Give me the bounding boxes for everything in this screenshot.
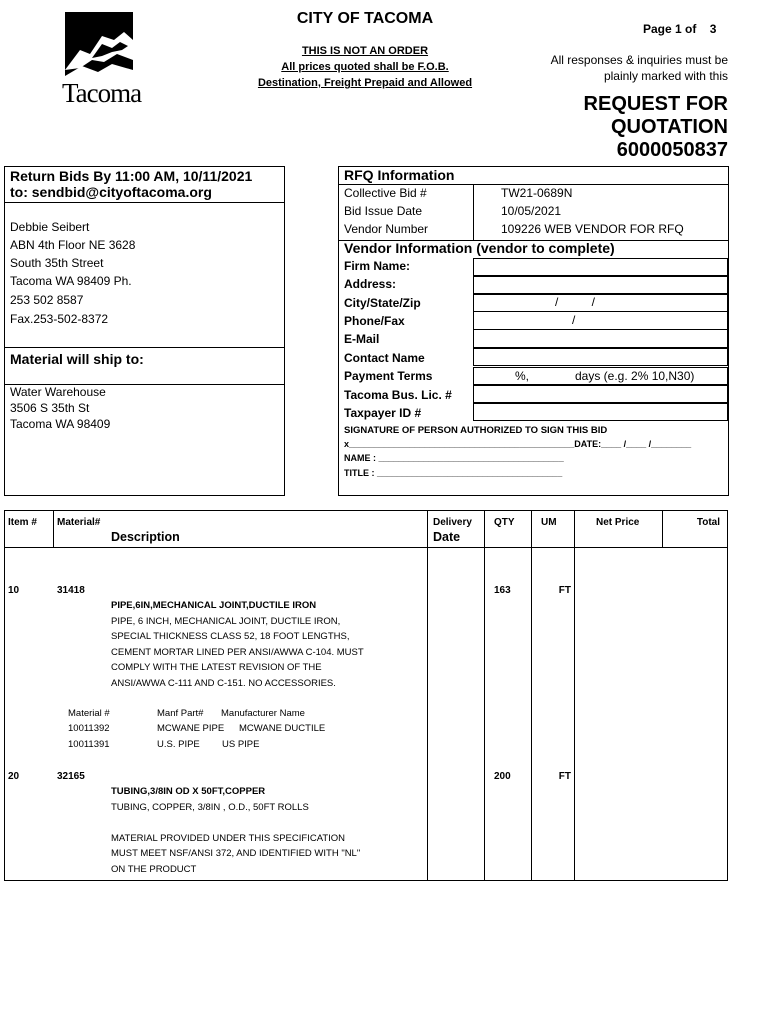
mfr-header-part: Manf Part# [157, 708, 204, 719]
contact-phone: 253 502 8587 [10, 293, 84, 307]
firm-name-label: Firm Name: [344, 259, 411, 273]
fob-line-1: All prices quoted shall be F.O.B. [281, 61, 449, 73]
col-item: Item # [8, 517, 37, 528]
payment-percent: %, [515, 369, 530, 383]
col-net-price: Net Price [596, 517, 640, 528]
payment-days-hint: days (e.g. 2% 10,N30) [575, 369, 695, 383]
contact-address-3: Tacoma WA 98409 Ph. [10, 274, 132, 288]
col-qty: QTY [494, 517, 515, 528]
phone-fax-label: Phone/Fax [344, 314, 405, 328]
collective-bid-label: Collective Bid # [344, 186, 427, 200]
phone-fax-separator: / [572, 313, 576, 327]
address-label: Address: [344, 277, 397, 291]
item-material: 31418 [57, 585, 85, 596]
email-field[interactable] [473, 330, 728, 348]
city-state-zip-separators: / / [555, 295, 596, 309]
ship-to-heading: Material will ship to: [10, 351, 144, 367]
item-qty: 163 [494, 585, 511, 596]
item-desc-line: SPECIAL THICKNESS CLASS 52, 18 FOOT LENGTHS, [111, 631, 350, 642]
responses-note-2: plainly marked with this [603, 69, 728, 83]
item-desc-line: PIPE, 6 INCH, MECHANICAL JOINT, DUCTILE IRON, [111, 616, 341, 627]
contact-address-2: South 35th Street [10, 256, 104, 270]
collective-bid-value: TW21-0689N [501, 186, 573, 200]
rfq-title-2: QUOTATION [610, 116, 728, 138]
contact-fax: Fax.253-502-8372 [10, 312, 109, 326]
item-desc-line: ANSI/AWWA C-111 AND C-151. NO ACCESSORIES. [111, 678, 336, 689]
bid-issue-date-value: 10/05/2021 [501, 204, 562, 218]
col-material: Material# [57, 517, 101, 528]
mfr-row-material: 10011392 [68, 723, 110, 734]
item-desc-line: MATERIAL PROVIDED UNDER THIS SPECIFICATION [111, 833, 346, 844]
item-number: 20 [8, 771, 20, 782]
vendor-number-value: 109226 WEB VENDOR FOR RFQ [501, 222, 684, 236]
item-desc-line: CEMENT MORTAR LINED PER ANSI/AWWA C-104. MUST [111, 647, 364, 658]
city-logo [62, 10, 142, 114]
item-title: TUBING,3/8IN OD X 50FT,COPPER [111, 786, 266, 797]
item-title: PIPE,6IN,MECHANICAL JOINT,DUCTILE IRON [111, 600, 317, 611]
item-desc-line: TUBING, COPPER, 3/8IN , O.D., 50FT ROLLS [111, 802, 309, 813]
item-desc-line: COMPLY WITH THE LATEST REVISION OF THE [111, 662, 322, 673]
return-bids-line-2: to: sendbid@cityoftacoma.org [10, 184, 212, 200]
col-delivery: Delivery [433, 517, 472, 528]
item-qty: 200 [494, 771, 511, 782]
page-indicator [643, 22, 716, 36]
taxpayer-id-label: Taxpayer ID # [344, 406, 422, 420]
item-number: 10 [8, 585, 20, 596]
mfr-row-part: MCWANE PIPE [157, 723, 225, 734]
page-total: 3 [709, 22, 717, 36]
city-title: CITY OF TACOMA [296, 10, 434, 27]
items-table [4, 510, 728, 881]
contact-name: Debbie Seibert [10, 220, 90, 234]
city-state-zip-label: City/State/Zip [344, 296, 421, 310]
col-total: Total [696, 517, 720, 528]
signature-heading: SIGNATURE OF PERSON AUTHORIZED TO SIGN THIS BID [344, 425, 608, 436]
ship-to-line-1: Water Warehouse [10, 385, 106, 399]
signature-line[interactable]: x_____________________________________________DATE:____ /____ /________ [344, 439, 692, 449]
fob-line-2: Destination, Freight Prepaid and Allowed [257, 77, 473, 89]
ship-to-line-2: 3506 S 35th St [10, 401, 90, 415]
item-material: 32165 [57, 771, 85, 782]
vendor-number-label: Vendor Number [344, 222, 429, 236]
return-bids-line-1: Return Bids By 11:00 AM, 10/11/2021 [10, 168, 253, 184]
mfr-row-name: MCWANE DUCTILE [239, 723, 326, 734]
item-desc-line: MUST MEET NSF/ANSI 372, AND IDENTIFIED WITH "NL" [111, 848, 361, 859]
business-license-label: Tacoma Bus. Lic. # [344, 388, 452, 402]
vendor-info-heading: Vendor Information (vendor to complete) [344, 240, 615, 256]
firm-name-field[interactable] [473, 258, 728, 276]
rfq-title-1: REQUEST FOR [583, 93, 728, 115]
return-bids-box [4, 166, 285, 496]
responses-note-1: All responses & inquiries must be [550, 53, 728, 67]
payment-terms-label: Payment Terms [344, 369, 433, 383]
ship-to-line-3: Tacoma WA 98409 [10, 417, 111, 431]
page-label: Page 1 of [643, 22, 697, 36]
mfr-header-material: Material # [68, 708, 110, 719]
bid-issue-date-label: Bid Issue Date [344, 204, 423, 218]
business-license-field[interactable] [473, 385, 728, 403]
mfr-header-name: Manufacturer Name [221, 708, 305, 719]
rfq-info-heading: RFQ Information [344, 167, 455, 183]
item-desc-line: ON THE PRODUCT [111, 864, 197, 875]
logo-wordmark: Tacoma [62, 78, 142, 108]
signature-title-line[interactable]: TITLE : _____________________________________ [344, 468, 563, 478]
not-order-notice: THIS IS NOT AN ORDER [301, 45, 429, 57]
phone-fax-field[interactable] [473, 312, 728, 330]
rfq-number: 6000050837 [616, 139, 728, 161]
mfr-row-part: U.S. PIPE [157, 739, 200, 750]
contact-name-field[interactable] [473, 348, 728, 366]
col-date: Date [433, 530, 461, 544]
item-um: FT [558, 771, 571, 782]
email-label: E-Mail [344, 332, 380, 346]
taxpayer-id-field[interactable] [473, 403, 728, 421]
contact-address-1: ABN 4th Floor NE 3628 [10, 238, 136, 252]
mfr-row-material: 10011391 [68, 739, 110, 750]
mfr-row-name: US PIPE [222, 739, 260, 750]
address-field[interactable] [473, 276, 728, 294]
signature-name-line[interactable]: NAME : _____________________________________ [344, 453, 564, 463]
contact-name-label: Contact Name [344, 351, 425, 365]
city-state-zip-field[interactable] [473, 294, 728, 312]
col-description: Description [111, 530, 180, 544]
col-um: UM [541, 517, 557, 528]
item-um: FT [558, 585, 571, 596]
